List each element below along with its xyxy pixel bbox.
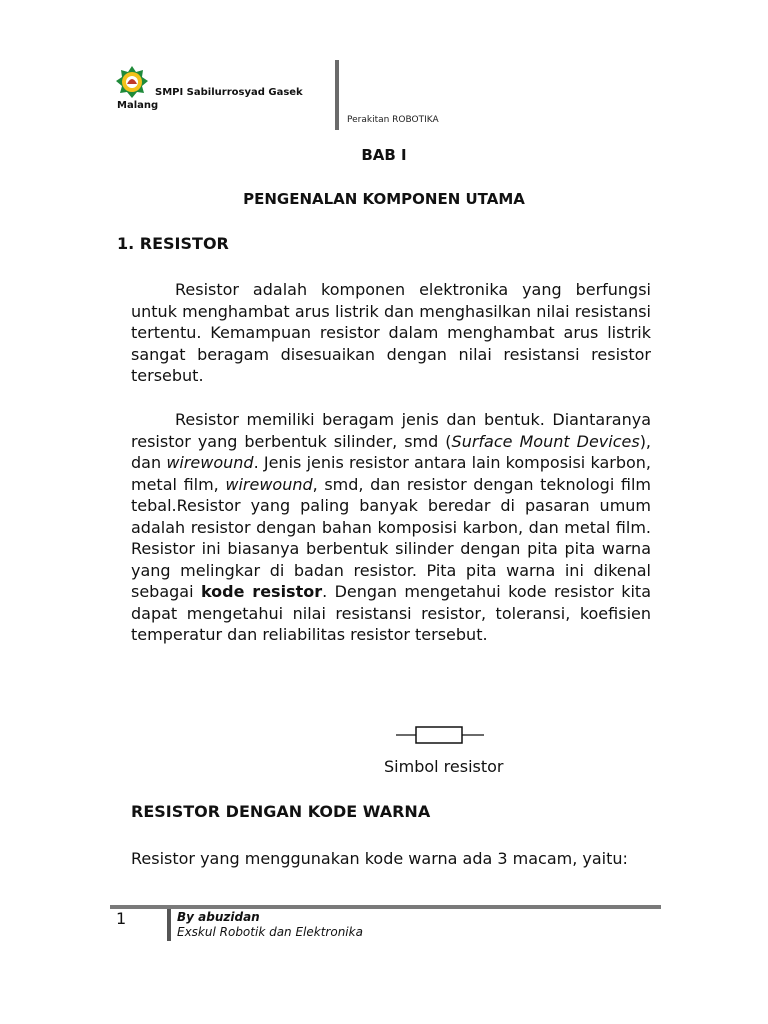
footer-author: By abuzidan <box>177 910 260 924</box>
paragraph-2-text: . Jenis jenis resistor antara lain komposisi karbon, metal film, <box>131 453 651 494</box>
paragraph-2-italic: Surface Mount Devices <box>451 431 640 451</box>
paragraph-2-italic: wirewound <box>166 453 254 472</box>
paragraph-2-text: Resistor memiliki beragam jenis dan bentuk. Diantaranya resistor yang berbentuk silinder, smd ( <box>131 410 651 451</box>
section-title-color-code: RESISTOR DENGAN KODE WARNA <box>131 802 431 821</box>
kode-resistor-bold: kode resistor <box>200 582 323 601</box>
page-number: 1 <box>116 909 127 928</box>
footer-divider <box>167 909 171 941</box>
paragraph-2 <box>131 409 651 646</box>
symbol-caption: Simbol resistor <box>384 757 504 776</box>
paragraph-2-text: , smd, dan resistor dengan teknologi film tebal.Resistor yang paling banyak beredar di pasaran umum adalah resistor dengan bahan komposisi karbon, dan metal film. Resistor ini biasanya berbentuk silinder dengan pita pita warna yang melingkar di badan resistor. Pita pita warna ini dikenal sebagai <box>131 474 651 601</box>
paragraph-2-text: . Dengan mengetahui kode resistor kita dapat mengetahui nilai resistansi resistor, toleransi, koefisien temperatur dan reliabilitas resistor tersebut. <box>131 582 651 644</box>
school-name-line1: SMPI Sabilurrosyad Gasek <box>155 87 303 98</box>
paragraph-1-text: Resistor adalah komponen elektronika yang berfungsi untuk menghambat arus listrik dan menghasilkan nilai resistansi tertentu. Kemampuan resistor dalam menghambat arus listrik sangat beragam disesuaikan dengan nilai resistansi resistor tersebut. <box>131 280 651 385</box>
paragraph-1 <box>131 279 651 387</box>
footer-org: Exskul Robotik dan Elektronika <box>177 925 363 939</box>
header-divider <box>335 60 339 130</box>
paragraph-2-text: ), dan <box>131 431 652 472</box>
school-name-line2: Malang <box>117 100 159 111</box>
paragraph-2-italic: wirewound <box>225 474 313 494</box>
chapter-title: PENGENALAN KOMPONEN UTAMA <box>243 190 525 208</box>
school-name <box>117 86 327 112</box>
header-subject: Perakitan ROBOTIKA <box>347 115 439 125</box>
paragraph-3: Resistor yang menggunakan kode warna ada 3 macam, yaitu: <box>131 849 628 868</box>
chapter-label: BAB I <box>361 146 407 164</box>
section-title-resistor: 1. RESISTOR <box>117 234 229 253</box>
resistor-symbol-icon <box>396 722 486 748</box>
footer-rule <box>110 905 661 909</box>
